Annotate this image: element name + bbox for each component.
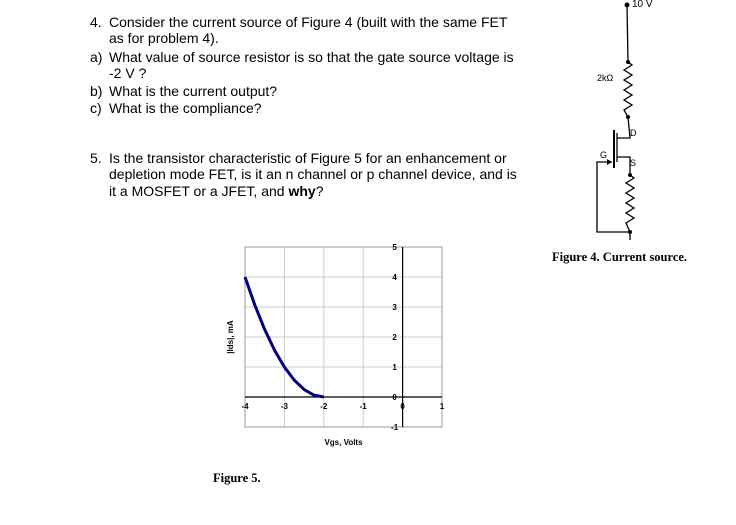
x-tick-label: -3	[280, 402, 288, 411]
supply-label: 10 V	[632, 0, 653, 10]
part-a-text: -2 V ?	[109, 65, 147, 81]
part-b-label: b)	[90, 83, 103, 99]
y-axis-label: |Ids|, mA	[226, 320, 235, 354]
part-a-text: What value of source resistor is so that the gate source voltage is	[109, 49, 514, 65]
text: it a MOSFET or a JFET, and	[109, 183, 289, 199]
x-tick-label: -1	[359, 402, 367, 411]
x-tick-label: 0	[400, 402, 405, 411]
text: ?	[315, 183, 324, 199]
why-bold: why	[288, 183, 316, 199]
problem5-number: 5.	[90, 150, 102, 166]
problem4-text: Consider the current source of Figure 4 (built with the same FET	[109, 14, 508, 30]
part-a-label: a)	[90, 49, 103, 65]
x-tick-label: -2	[320, 402, 328, 411]
y-tick-label: 2	[392, 333, 397, 342]
y-tick-label: 1	[392, 363, 397, 372]
resistor-label: 2kΩ	[597, 73, 614, 83]
gate-label: G	[600, 150, 608, 160]
problem5-text: Is the transistor characteristic of Figure 5 for an enhancement or	[109, 150, 507, 166]
problem4-text: as for problem 4).	[109, 30, 219, 46]
y-tick-label: 5	[392, 243, 397, 252]
part-c-text: What is the compliance?	[109, 100, 262, 116]
x-tick-label: -4	[241, 402, 249, 411]
figure5-caption: Figure 5.	[213, 471, 261, 485]
y-tick-label: 0	[392, 393, 397, 402]
part-b-text: What is the current output?	[109, 83, 278, 99]
y-tick-label: 4	[392, 273, 397, 282]
part-c-label: c)	[90, 100, 102, 116]
x-axis-label: Vgs, Volts	[324, 438, 363, 447]
y-tick-label: -1	[391, 423, 399, 432]
y-tick-label: 3	[392, 303, 397, 312]
figure4-caption: Figure 4. Current source.	[552, 250, 688, 264]
x-tick-label: 1	[439, 402, 445, 411]
problem4-number: 4.	[90, 14, 102, 30]
source-label: S	[630, 158, 637, 168]
problem5-text: depletion mode FET, is it an n channel or p channel device, and is	[109, 166, 517, 182]
drain-label: D	[630, 128, 637, 138]
